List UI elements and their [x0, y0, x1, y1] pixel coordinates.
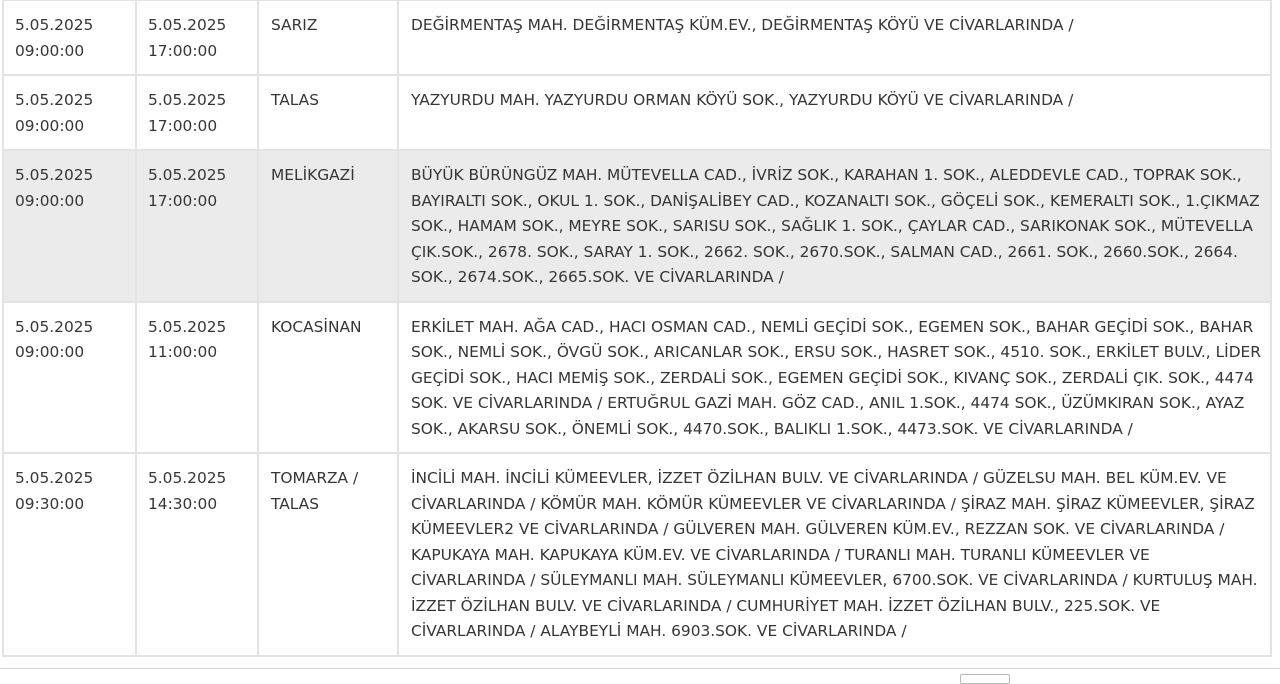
start-datetime-cell	[3, 150, 136, 302]
district-cell: TOMARZA / TALAS	[258, 453, 398, 656]
end-date: 5.05.2025	[148, 317, 227, 336]
district-cell: SARIZ	[258, 0, 398, 75]
end-datetime-cell	[136, 0, 258, 75]
start-time: 09:00:00	[15, 191, 85, 210]
start-time: 09:00:00	[15, 343, 85, 361]
start-datetime-cell	[3, 453, 136, 656]
start-datetime-cell	[3, 302, 136, 454]
start-time: 09:00:00	[15, 116, 85, 135]
end-time: 17:00:00	[148, 116, 218, 135]
affected-area-cell: YAZYURDU MAH. YAZYURDU ORMAN KÖYÜ SOK., YAZYURDU KÖYÜ VE CİVARLARINDA /	[398, 75, 1271, 150]
start-date: 5.05.2025	[15, 16, 94, 34]
horizontal-scrollbar-track[interactable]	[0, 668, 1280, 680]
end-time: 11:00:00	[148, 343, 218, 361]
end-date: 5.05.2025	[148, 91, 227, 109]
district-cell: TALAS	[258, 75, 398, 150]
table-row	[3, 302, 1271, 454]
start-date: 5.05.2025	[15, 91, 94, 109]
affected-area-cell: ERKİLET MAH. AĞA CAD., HACI OSMAN CAD., NEMLİ GEÇİDİ SOK., EGEMEN SOK., BAHAR GEÇİDİ SOK., BAHAR SOK., NEMLİ SOK., ÖVGÜ SOK., ARICANLAR SOK., ERSU SOK., HASRET SOK., 4510. SOK., ERKİLET BULV., LİDER GEÇİDİ SOK., HACI MEMİŞ SOK., ZERDALİ SOK., EGEMEN GEÇİDİ SOK., KIVANÇ SOK., ZERDALİ ÇIK. SOK., 4474 SOK. VE CİVARLARINDA / ERTUĞRUL GAZİ MAH. GÖZ CAD., ANIL 1.SOK., 4474 SOK., ÜZÜMKIRAN SOK., AYAZ SOK., AKARSU SOK., ÖNEMLİ SOK., 4470.SOK., BALIKLI 1.SOK., 4473.SOK. VE CİVARLARINDA /	[398, 302, 1271, 454]
end-datetime-cell	[136, 453, 258, 656]
end-datetime-cell	[136, 302, 258, 454]
start-date: 5.05.2025	[15, 469, 94, 487]
start-time: 09:00:00	[15, 41, 85, 60]
table-row	[3, 0, 1271, 75]
table-row	[3, 453, 1271, 656]
end-date: 5.05.2025	[148, 16, 227, 34]
end-time: 17:00:00	[148, 41, 218, 60]
end-datetime-cell	[136, 75, 258, 150]
start-date: 5.05.2025	[15, 317, 94, 336]
end-datetime-cell	[136, 150, 258, 302]
affected-area-cell: İNCİLİ MAH. İNCİLİ KÜMEEVLER, İZZET ÖZİLHAN BULV. VE CİVARLARINDA / GÜZELSU MAH. BEL KÜM.EV. VE CİVARLARINDA / KÖMÜR MAH. KÖMÜR KÜMEEVLER VE CİVARLARINDA / ŞİRAZ MAH. ŞİRAZ KÜMEEVLER, ŞİRAZ KÜMEEVLER2 VE CİVARLARINDA / GÜLVEREN MAH. GÜLVEREN KÜM.EV., REZZAN SOK. VE CİVARLARINDA / KAPUKAYA MAH. KAPUKAYA KÜM.EV. VE CİVARLARINDA / TURANLI MAH. TURANLI KÜMEEVLER VE CİVARLARINDA / SÜLEYMANLI MAH. SÜLEYMANLI KÜMEEVLER, 6700.SOK. VE CİVARLARINDA / KURTULUŞ MAH. İZZET ÖZİLHAN BULV. VE CİVARLARINDA / CUMHURİYET MAH. İZZET ÖZİLHAN BULV., 225.SOK. VE CİVARLARINDA / ALAYBEYLİ MAH. 6903.SOK. VE CİVARLARINDA /	[398, 453, 1271, 656]
outage-table	[2, 0, 1272, 657]
district-cell: KOCASİNAN	[258, 302, 398, 454]
affected-area-cell: BÜYÜK BÜRÜNGÜZ MAH. MÜTEVELLA CAD., İVRİZ SOK., KARAHAN 1. SOK., ALEDDEVLE CAD., TOPRAK SOK., BAYIRALTI SOK., OKUL 1. SOK., DANİŞALİBEY CAD., KOZANALTI SOK., GÖÇELİ SOK., KEMERALTI SOK., 1.ÇIKMAZ SOK., HAMAM SOK., MEYRE SOK., SARISU SOK., SAĞLIK 1. SOK., ÇAYLAR CAD., SARIKONAK SOK., MÜTEVELLA ÇIK.SOK., 2678. SOK., SARAY 1. SOK., 2662. SOK., 2670.SOK., SALMAN CAD., 2661. SOK., 2660.SOK., 2664. SOK., 2674.SOK., 2665.SOK. VE CİVARLARINDA /	[398, 150, 1271, 302]
start-datetime-cell	[3, 0, 136, 75]
end-date: 5.05.2025	[148, 166, 227, 184]
table-row	[3, 75, 1271, 150]
start-datetime-cell	[3, 75, 136, 150]
start-date: 5.05.2025	[15, 166, 94, 184]
end-time: 17:00:00	[148, 191, 218, 210]
end-time: 14:30:00	[148, 494, 218, 513]
start-time: 09:30:00	[15, 494, 85, 513]
affected-area-cell: DEĞİRMENTAŞ MAH. DEĞİRMENTAŞ KÜM.EV., DEĞİRMENTAŞ KÖYÜ VE CİVARLARINDA /	[398, 0, 1271, 75]
horizontal-scrollbar-thumb[interactable]	[960, 674, 1010, 684]
outage-table-body	[3, 0, 1271, 656]
table-row-highlighted	[3, 150, 1271, 302]
end-date: 5.05.2025	[148, 469, 227, 487]
district-cell: MELİKGAZİ	[258, 150, 398, 302]
